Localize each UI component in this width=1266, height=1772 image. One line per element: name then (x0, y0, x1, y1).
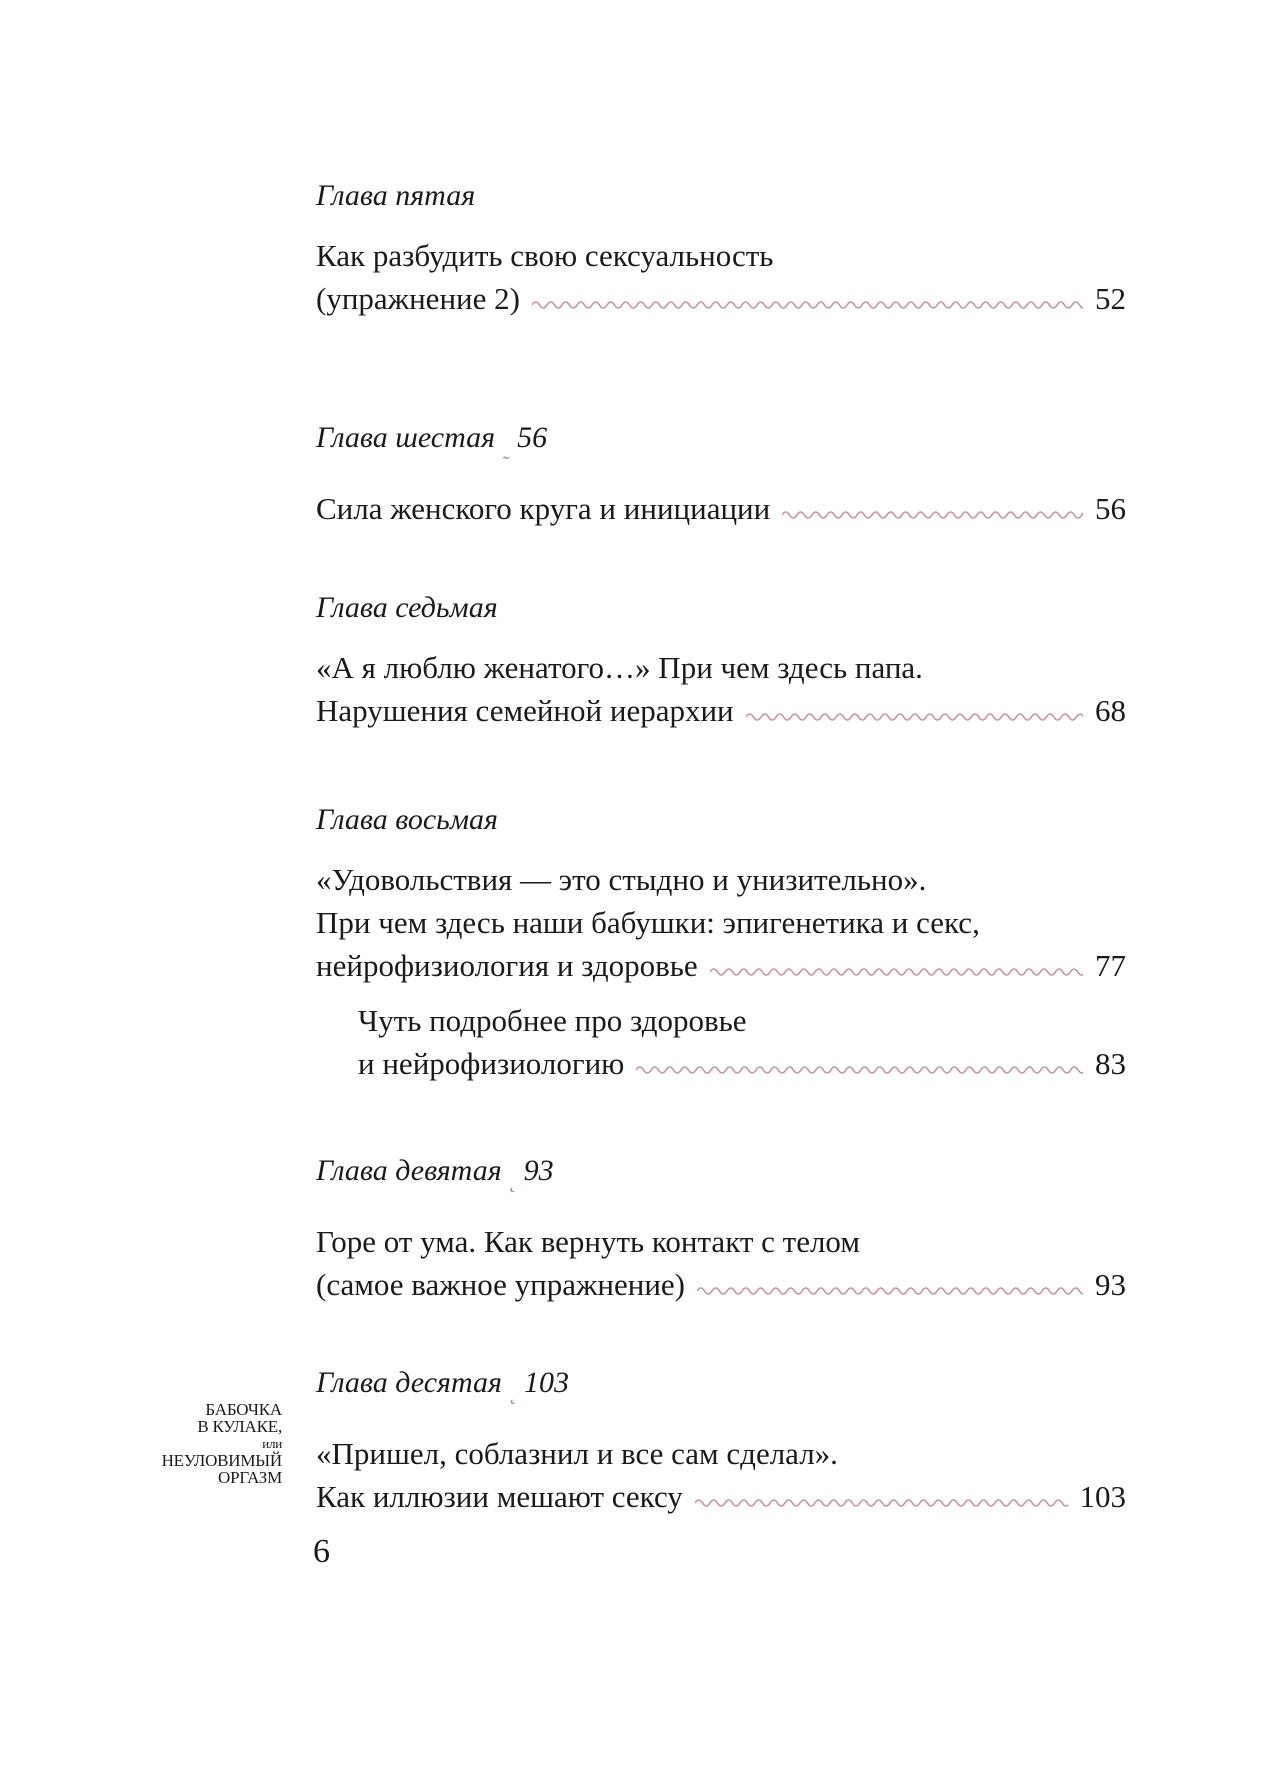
leader-wave (697, 1284, 1083, 1298)
page-number: 77 (1095, 948, 1126, 983)
running-head: БАБОЧКА В КУЛАКЕ, или НЕУЛОВИМЫЙ ОРГАЗМ (161, 1400, 282, 1487)
leader-wave (636, 1063, 1083, 1077)
toc-entry[interactable]: Сила женского круга и инициации 56 (316, 487, 1126, 530)
page-number: 56 (1095, 491, 1126, 526)
leader-wave (782, 508, 1083, 522)
toc-entry[interactable]: Как разбудить свою сексуальность (упражнение 2) 52 (316, 234, 1126, 320)
chapter-8 (316, 802, 1126, 1085)
chapter-heading: Глава девятая ˛ 93 (316, 1154, 554, 1193)
page-number: 68 (1095, 693, 1126, 728)
toc-subentry[interactable]: Чуть подробнее про здоровье и нейрофизиологию 83 (316, 999, 1126, 1085)
chapter-heading: Глава пятая (316, 179, 476, 212)
chapter-heading: Глава шестая ˷ 56 (316, 421, 548, 460)
toc-entry[interactable]: «Удовольствия — это стыдно и унизительно». При чем здесь наши бабушки: эпигенетика и секс, нейрофизиология и здоровье 77 (316, 858, 1126, 987)
chapter-6 (316, 420, 1126, 530)
leader-wave (532, 298, 1083, 312)
toc-entry[interactable]: Горе от ума. Как вернуть контакт с телом (самое важное упражнение) 93 (316, 1220, 1126, 1306)
leader-wave (746, 710, 1083, 724)
heading-page-number: 56 (517, 421, 548, 454)
chapter-heading: Глава седьмая (316, 591, 498, 624)
page-number: 93 (1095, 1267, 1126, 1302)
heading-page-number: 93 (523, 1154, 554, 1187)
chapter-9 (316, 1153, 1126, 1306)
chapter-5 (316, 178, 1126, 320)
chapter-7 (316, 590, 1126, 732)
page-number: 83 (1095, 1046, 1126, 1081)
page-number-folio: 6 (313, 1533, 330, 1570)
page-number: 52 (1095, 281, 1126, 316)
page-number: 103 (1079, 1479, 1126, 1514)
toc-entry[interactable]: «А я люблю женатого…» При чем здесь папа. Нарушения семейной иерархии 68 (316, 646, 1126, 732)
heading-page-number: 103 (523, 1366, 569, 1399)
leader-wave (710, 965, 1083, 979)
chapter-heading: Глава десятая ˛ 103 (316, 1366, 569, 1405)
toc-entry[interactable]: «Пришел, соблазнил и все сам сделал». Как иллюзии мешают сексу 103 (316, 1432, 1126, 1518)
leader-wave (695, 1496, 1068, 1510)
chapter-10 (316, 1365, 1126, 1518)
chapter-heading: Глава восьмая (316, 803, 498, 836)
